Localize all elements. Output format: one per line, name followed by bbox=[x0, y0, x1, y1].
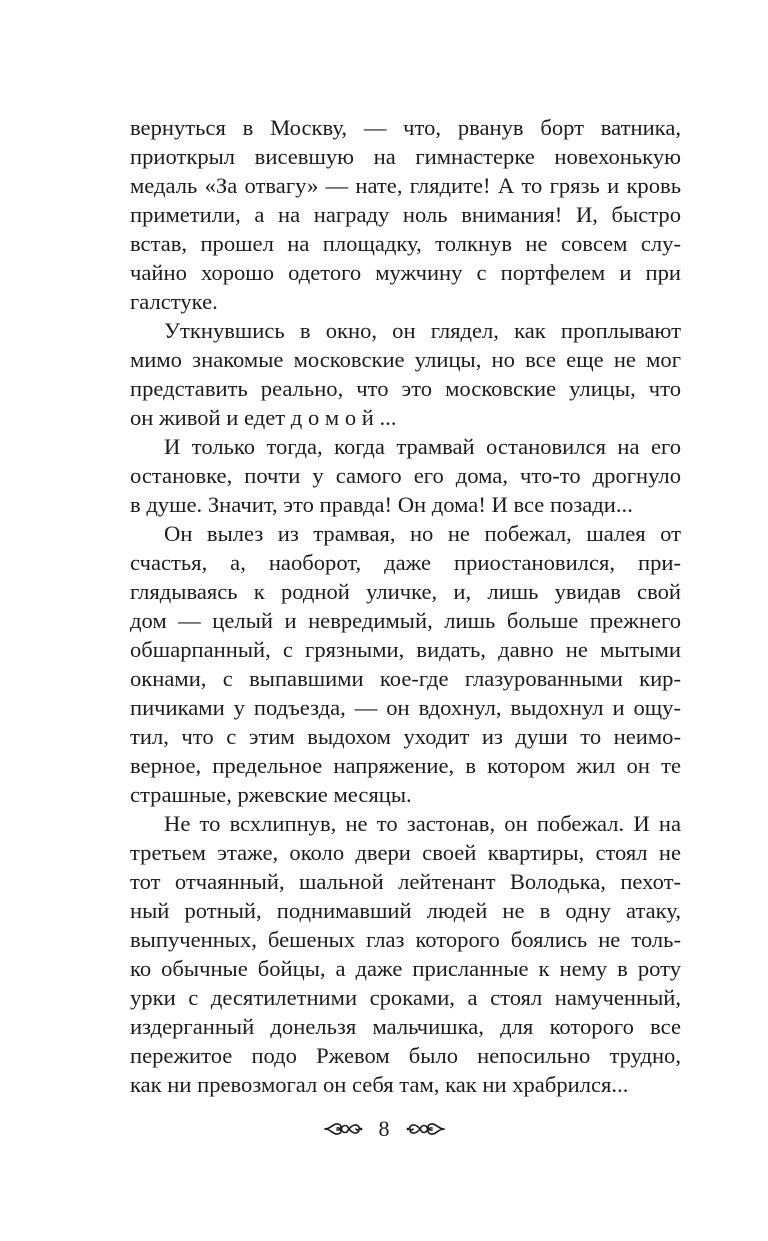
text-line: медаль «За отвагу» — нате, глядите! А то грязь и кровь bbox=[130, 173, 681, 198]
text-line: дом — целый и невредимый, лишь больше прежнего bbox=[130, 608, 681, 633]
text-line: вернуться в Москву, — что, рванув борт ватника, bbox=[130, 115, 681, 140]
text-line: приметили, а на награду ноль внимания! И, быстро bbox=[130, 202, 681, 227]
text-line: галстуке. bbox=[130, 289, 218, 314]
text-line: как ни превозмогал он себя там, как ни храбрился... bbox=[130, 1072, 629, 1097]
text-line: приоткрыл висевшую на гимнастерке новехонькую bbox=[130, 144, 681, 169]
text-line: издерганный донельзя мальчишка, для которого все bbox=[130, 1014, 681, 1039]
flourish-left-icon bbox=[323, 1118, 363, 1140]
paragraph bbox=[130, 113, 681, 316]
text-line: счастья, а, наоборот, даже приостановился, при- bbox=[130, 550, 681, 575]
text-line: глядываясь к родной уличке, и, лишь увидав свой bbox=[130, 579, 681, 604]
text-line: представить реально, что это московские улицы, что bbox=[130, 376, 681, 401]
paragraph bbox=[130, 432, 681, 519]
text-line: ко обычные бойцы, а даже присланные к нему в роту bbox=[130, 956, 681, 981]
text-line: в душе. Значит, это правда! Он дома! И все позади... bbox=[130, 492, 633, 517]
text-line: Не то всхлипнув, не то застонав, он побежал. И на bbox=[164, 811, 681, 836]
text-line: И только тогда, когда трамвай остановился на его bbox=[164, 434, 681, 459]
body-text bbox=[130, 113, 681, 1099]
page-footer bbox=[0, 1114, 768, 1144]
text-line: урки с десятилетними сроками, а стоял намученный, bbox=[130, 985, 681, 1010]
text-line: обшарпанный, с грязными, видать, давно не мытыми bbox=[130, 637, 681, 662]
paragraph bbox=[130, 316, 681, 432]
page-number: 8 bbox=[378, 1116, 390, 1141]
text-line: третьем этаже, около двери своей квартиры, стоял не bbox=[130, 840, 681, 865]
text-line: верное, предельное напряжение, в котором жил он те bbox=[130, 753, 681, 778]
text-line: он живой и едет д о м о й ... bbox=[130, 405, 397, 430]
text-line: Он вылез из трамвая, но не побежал, шалея от bbox=[164, 521, 681, 546]
text-line: пичиками у подъезда, — он вдохнул, выдохнул и ощу- bbox=[130, 695, 681, 720]
text-line: мимо знакомые московские улицы, но все еще не мог bbox=[130, 347, 681, 372]
text-line: остановке, почти у самого его дома, что-то дрогнуло bbox=[130, 463, 681, 488]
text-line: окнами, с выпавшими кое-где глазурованными кир- bbox=[130, 666, 681, 691]
paragraph bbox=[130, 809, 681, 1099]
text-line: Уткнувшись в окно, он глядел, как проплывают bbox=[164, 318, 681, 343]
text-line: ный ротный, поднимавший людей не в одну атаку, bbox=[130, 898, 681, 923]
text-line: тил, что с этим выдохом уходит из души то неимо- bbox=[130, 724, 681, 749]
text-line: чайно хорошо одетого мужчину с портфелем и при bbox=[130, 260, 681, 285]
text-line: страшные, ржевские месяцы. bbox=[130, 782, 412, 807]
paragraph bbox=[130, 519, 681, 809]
flourish-right-icon bbox=[406, 1118, 446, 1140]
text-line: тот отчаянный, шальной лейтенант Володька, пехот- bbox=[130, 869, 681, 894]
text-line: выпученных, бешеных глаз которого боялись не толь- bbox=[130, 927, 681, 952]
text-line: встав, прошел на площадку, толкнув не совсем слу- bbox=[130, 231, 681, 256]
text-line: пережитое подо Ржевом было непосильно трудно, bbox=[130, 1043, 681, 1068]
